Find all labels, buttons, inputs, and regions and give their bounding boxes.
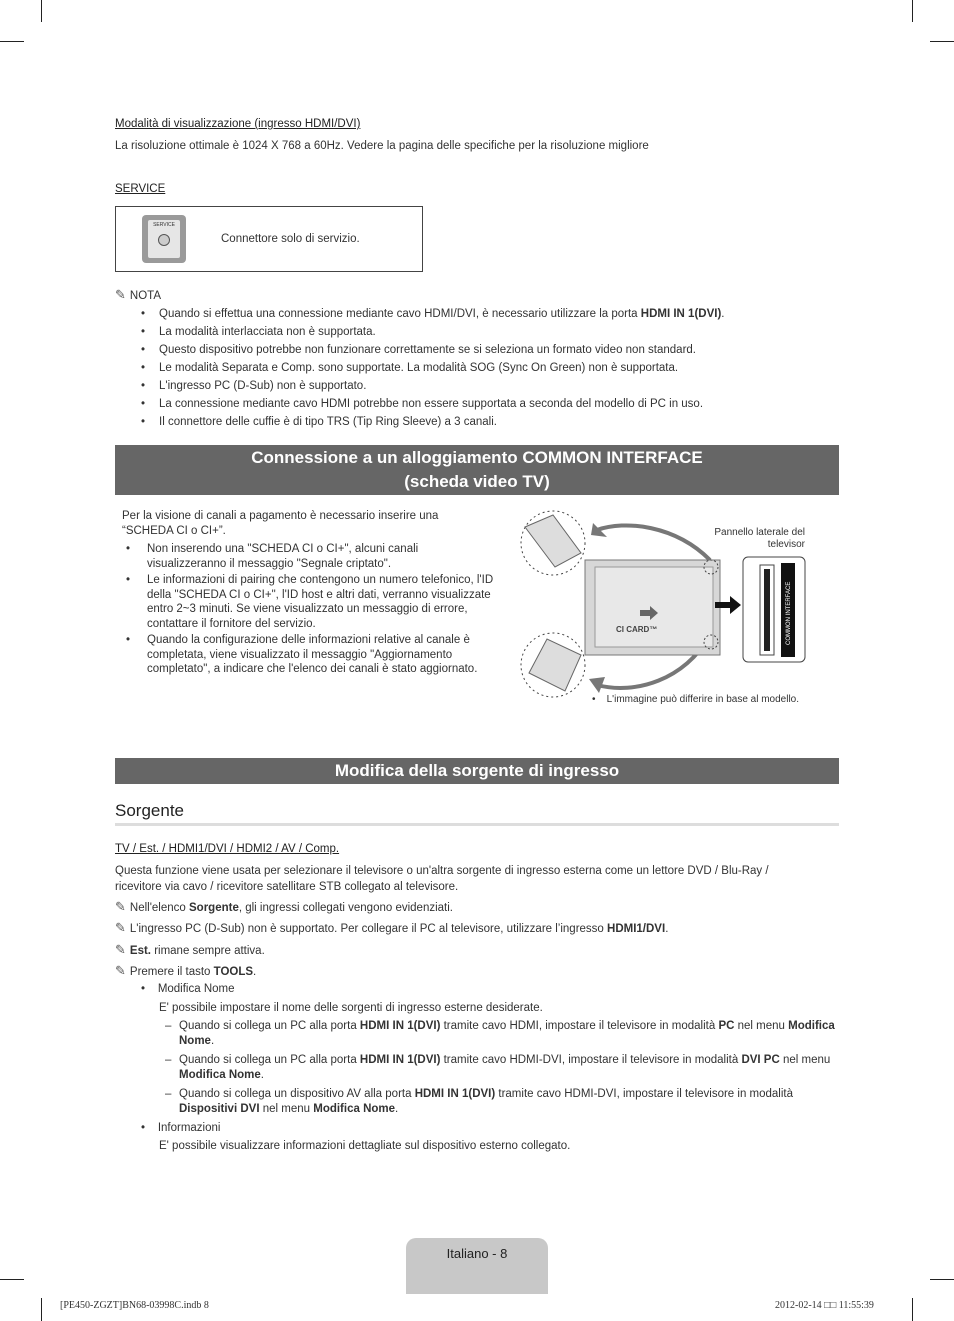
list-item: – Quando si collega un PC alla porta HDMI IN 1(DVI) tramite cavo HDMI, impostare il televisore in modalità PC nel menu Modifica Nome. — [115, 1019, 835, 1049]
informazioni-text: E' possibile visualizzare informazioni dettagliate sul dispositivo esterno collegato. — [159, 1140, 571, 1152]
nota-item: • Il connettore delle cuffie è di tipo TRS (Tip Ring Sleeve) a 3 canali. — [115, 413, 835, 431]
panel-label: Pannello laterale del televisor — [714, 527, 805, 550]
nota-list — [115, 305, 835, 431]
service-heading: SERVICE — [115, 183, 166, 195]
pencil-icon: ✎ — [115, 943, 126, 958]
source-section-title: Modifica della sorgente di ingresso — [115, 758, 839, 784]
crop-mark — [0, 1279, 24, 1280]
pencil-icon: ✎ — [115, 921, 126, 936]
service-port-label: SERVICE — [153, 222, 175, 228]
modifica-nome-title: • Modifica Nome — [141, 983, 235, 995]
ci-card-label: CI CARD™ — [616, 625, 658, 634]
modifica-nome-text: E' possibile impostare il nome delle sorgenti di ingresso esterne desiderate. — [159, 1002, 543, 1014]
pencil-icon: ✎ — [115, 964, 126, 979]
nota-item: • Le modalità Separata e Comp. sono supportate. La modalità SOG (Sync On Green) non è supportata. — [115, 359, 835, 377]
crop-mark — [0, 41, 24, 42]
nota-item: • La modalità interlacciata non è supportata. — [115, 323, 835, 341]
display-mode-text: La risoluzione ottimale è 1024 X 768 a 60Hz. Vedere la pagina delle specifiche per la risoluzione migliore — [115, 140, 649, 152]
nota-header: ✎ NOTA — [115, 288, 161, 303]
ci-bullet: • Le informazioni di pairing che contengono un numero telefonico, l'ID della "SCHEDA CI o CI+", l'ID host e altri dati, verranno visualizzate entro 2~3 minuti. Se viene visualizzato un messaggio di errore, contattare il fornitore del servizio. — [126, 574, 494, 630]
ci-bullet: • Non inserendo una "SCHEDA CI o CI+", alcuni canali visualizzeranno il messaggio "Segnale criptato". — [126, 543, 419, 570]
page-number-tab — [406, 1238, 548, 1294]
sorgente-title: Sorgente — [115, 801, 184, 820]
list-item: – Quando si collega un dispositivo AV alla porta HDMI IN 1(DVI) tramite cavo HDMI-DVI, impostare il televisore in modalità Dispositivi DVI nel menu Modifica Nome. — [115, 1087, 835, 1117]
nota-item: • Quando si effettua una connessione mediante cavo HDMI/DVI, è necessario utilizzare la porta HDMI IN 1(DVI). — [115, 305, 835, 323]
source-note-4: ✎ Premere il tasto TOOLS. — [115, 964, 257, 979]
nota-item: • Questo dispositivo potrebbe non funzionare correttamente se si seleziona un formato video non standard. — [115, 341, 835, 359]
image-note: • L'immagine può differire in base al modello. — [592, 694, 800, 705]
ci-intro: Per la visione di canali a pagamento è necessario inserire una “SCHEDA CI o CI+”. — [122, 510, 439, 537]
list-item: – Quando si collega un PC alla porta HDMI IN 1(DVI) tramite cavo HDMI-DVI, impostare il televisore in modalità DVI PC nel menu Modifica Nome. — [115, 1053, 835, 1083]
source-note-2: ✎ L'ingresso PC (D-Sub) non è supportato. Per collegare il PC al televisore, utilizzare l’ingresso HDMI1/DVI. — [115, 921, 669, 936]
ci-bullets — [122, 542, 498, 679]
source-note-3: ✎ Est. rimane sempre attiva. — [115, 943, 265, 958]
ci-bullet: • Quando la configurazione delle informazioni relative al canale è completata, viene visualizzato il messaggio "Aggiornamento completato", a indicare che l'elenco dei canali è stato aggiornato. — [126, 634, 478, 675]
modifica-sub-list — [115, 1019, 835, 1121]
nota-item: • L'ingresso PC (D-Sub) non è supportato. — [115, 377, 835, 395]
ci-section-title: Connessione a un alloggiamento COMMON INTERFACE (scheda video TV) — [115, 445, 839, 495]
service-port-icon — [142, 215, 186, 263]
page-label: Italiano - 8 — [446, 1246, 508, 1261]
service-connector-text: Connettore solo di servizio. — [221, 233, 360, 245]
crop-mark — [912, 0, 913, 22]
crop-mark — [41, 1298, 42, 1321]
pencil-icon: ✎ — [115, 900, 126, 915]
divider — [115, 823, 839, 826]
service-box — [115, 206, 423, 272]
crop-mark — [41, 0, 42, 22]
display-mode-heading: Modalità di visualizzazione (ingresso HDMI/DVI) — [115, 118, 361, 130]
source-heading: TV / Est. / HDMI1/DVI / HDMI2 / AV / Comp. — [115, 843, 340, 855]
source-note-1: ✎ Nell'elenco Sorgente, gli ingressi collegati vengono evidenziati. — [115, 900, 453, 915]
footer-file: [PE450-ZGZT]BN68-03998C.indb 8 — [60, 1300, 209, 1311]
nota-item: • La connessione mediante cavo HDMI potrebbe non essere supportata a seconda del modello di PC in uso. — [115, 395, 835, 413]
footer-date: 2012-02-14 □□ 11:55:39 — [775, 1300, 874, 1311]
informazioni-title: • Informazioni — [141, 1122, 221, 1134]
crop-mark — [930, 41, 954, 42]
common-interface-slot-label: COMMON INTERFACE — [786, 581, 792, 645]
crop-mark — [912, 1298, 913, 1321]
source-text: Questa funzione viene usata per selezionare il televisore o un'altra sorgente di ingresso esterna come un lettore DVD / Blu-Ray / ricevitore via cavo / ricevitore satellitare STB collegato al televisore. — [115, 865, 769, 893]
crop-mark — [930, 1279, 954, 1280]
pencil-icon: ✎ — [115, 288, 126, 303]
